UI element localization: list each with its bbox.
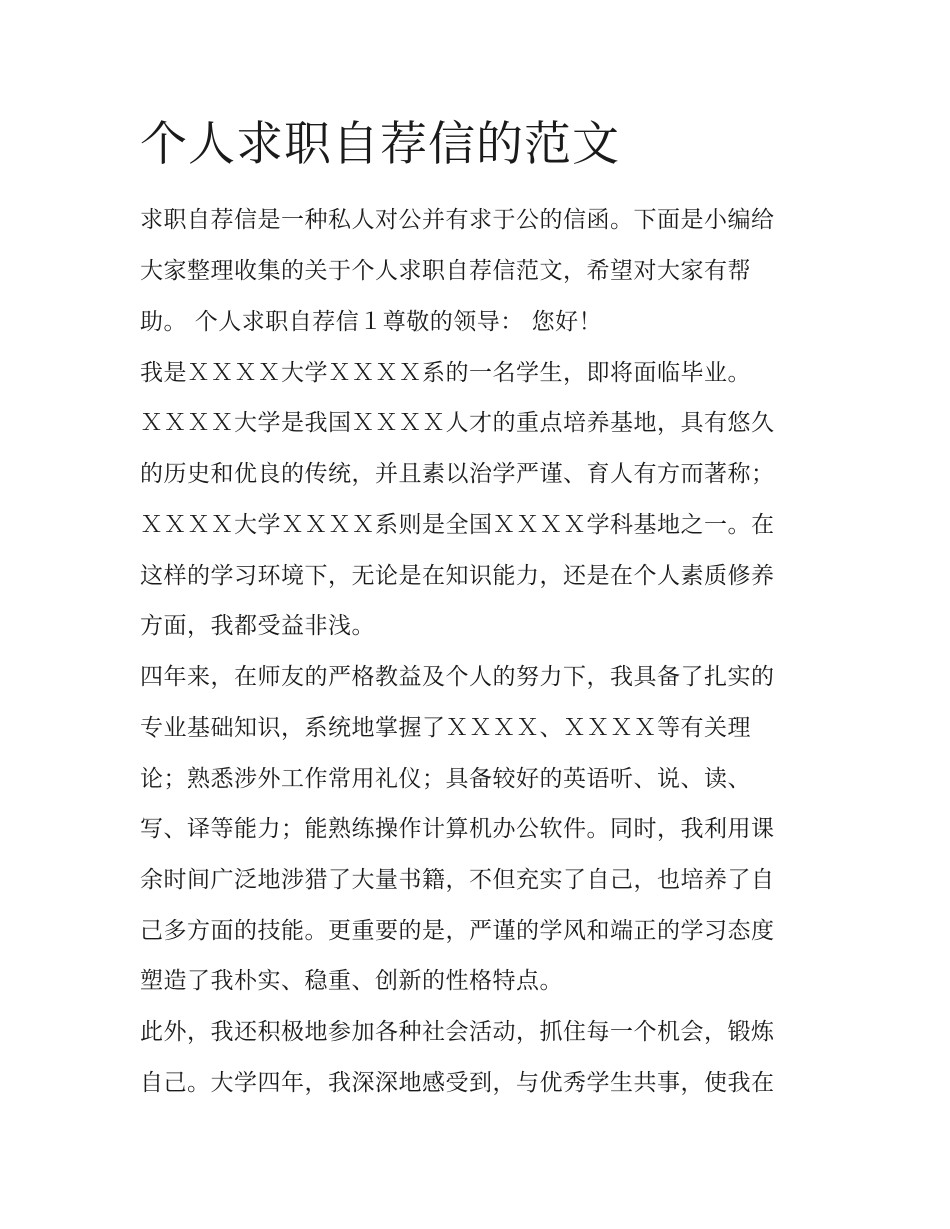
body-line-14: 余时间广泛地涉猎了大量书籍，不但充实了自己，也培养了自 [140, 867, 775, 893]
body-line-5: ＸＸＸＸ大学是我国ＸＸＸＸ人才的重点培养基地，具有悠久 [140, 410, 775, 436]
body-line-1: 求职自荐信是一种私人对公并有求于公的信函。下面是小编给 [140, 207, 775, 233]
body-line-10: 四年来，在师友的严格教益及个人的努力下，我具备了扎实的 [140, 664, 775, 690]
body-line-12: 论；熟悉涉外工作常用礼仪；具备较好的英语听、说、读、 [140, 766, 751, 792]
body-line-6: 的历史和优良的传统，并且素以治学严谨、育人有方而著称； [140, 461, 775, 487]
body-line-4: 我是ＸＸＸＸ大学ＸＸＸＸ系的一名学生，即将面临毕业。 [140, 360, 751, 386]
body-line-7: ＸＸＸＸ大学ＸＸＸＸ系则是全国ＸＸＸＸ学科基地之一。在 [140, 512, 775, 538]
body-line-8: 这样的学习环境下，无论是在知识能力，还是在个人素质修养 [140, 563, 775, 589]
document-title: 个人求职自荐信的范文 [140, 117, 620, 172]
body-line-18: 自己。大学四年，我深深地感受到，与优秀学生共事，使我在 [140, 1070, 775, 1096]
body-line-17: 此外，我还积极地参加各种社会活动，抓住每一个机会，锻炼 [140, 1019, 775, 1045]
body-line-2: 大家整理收集的关于个人求职自荐信范文，希望对大家有帮 [140, 258, 751, 284]
body-line-13: 写、译等能力；能熟练操作计算机办公软件。同时，我利用课 [140, 816, 775, 842]
body-line-16: 塑造了我朴实、稳重、创新的性格特点。 [140, 968, 563, 994]
body-line-11: 专业基础知识，系统地掌握了ＸＸＸＸ、ＸＸＸＸ等有关理 [140, 715, 751, 741]
body-line-9: 方面，我都受益非浅。 [140, 613, 375, 639]
body-line-15: 己多方面的技能。更重要的是，严谨的学风和端正的学习态度 [140, 918, 775, 944]
body-line-3: 助。 个人求职自荐信１尊敬的领导： 您好！ [140, 309, 603, 335]
